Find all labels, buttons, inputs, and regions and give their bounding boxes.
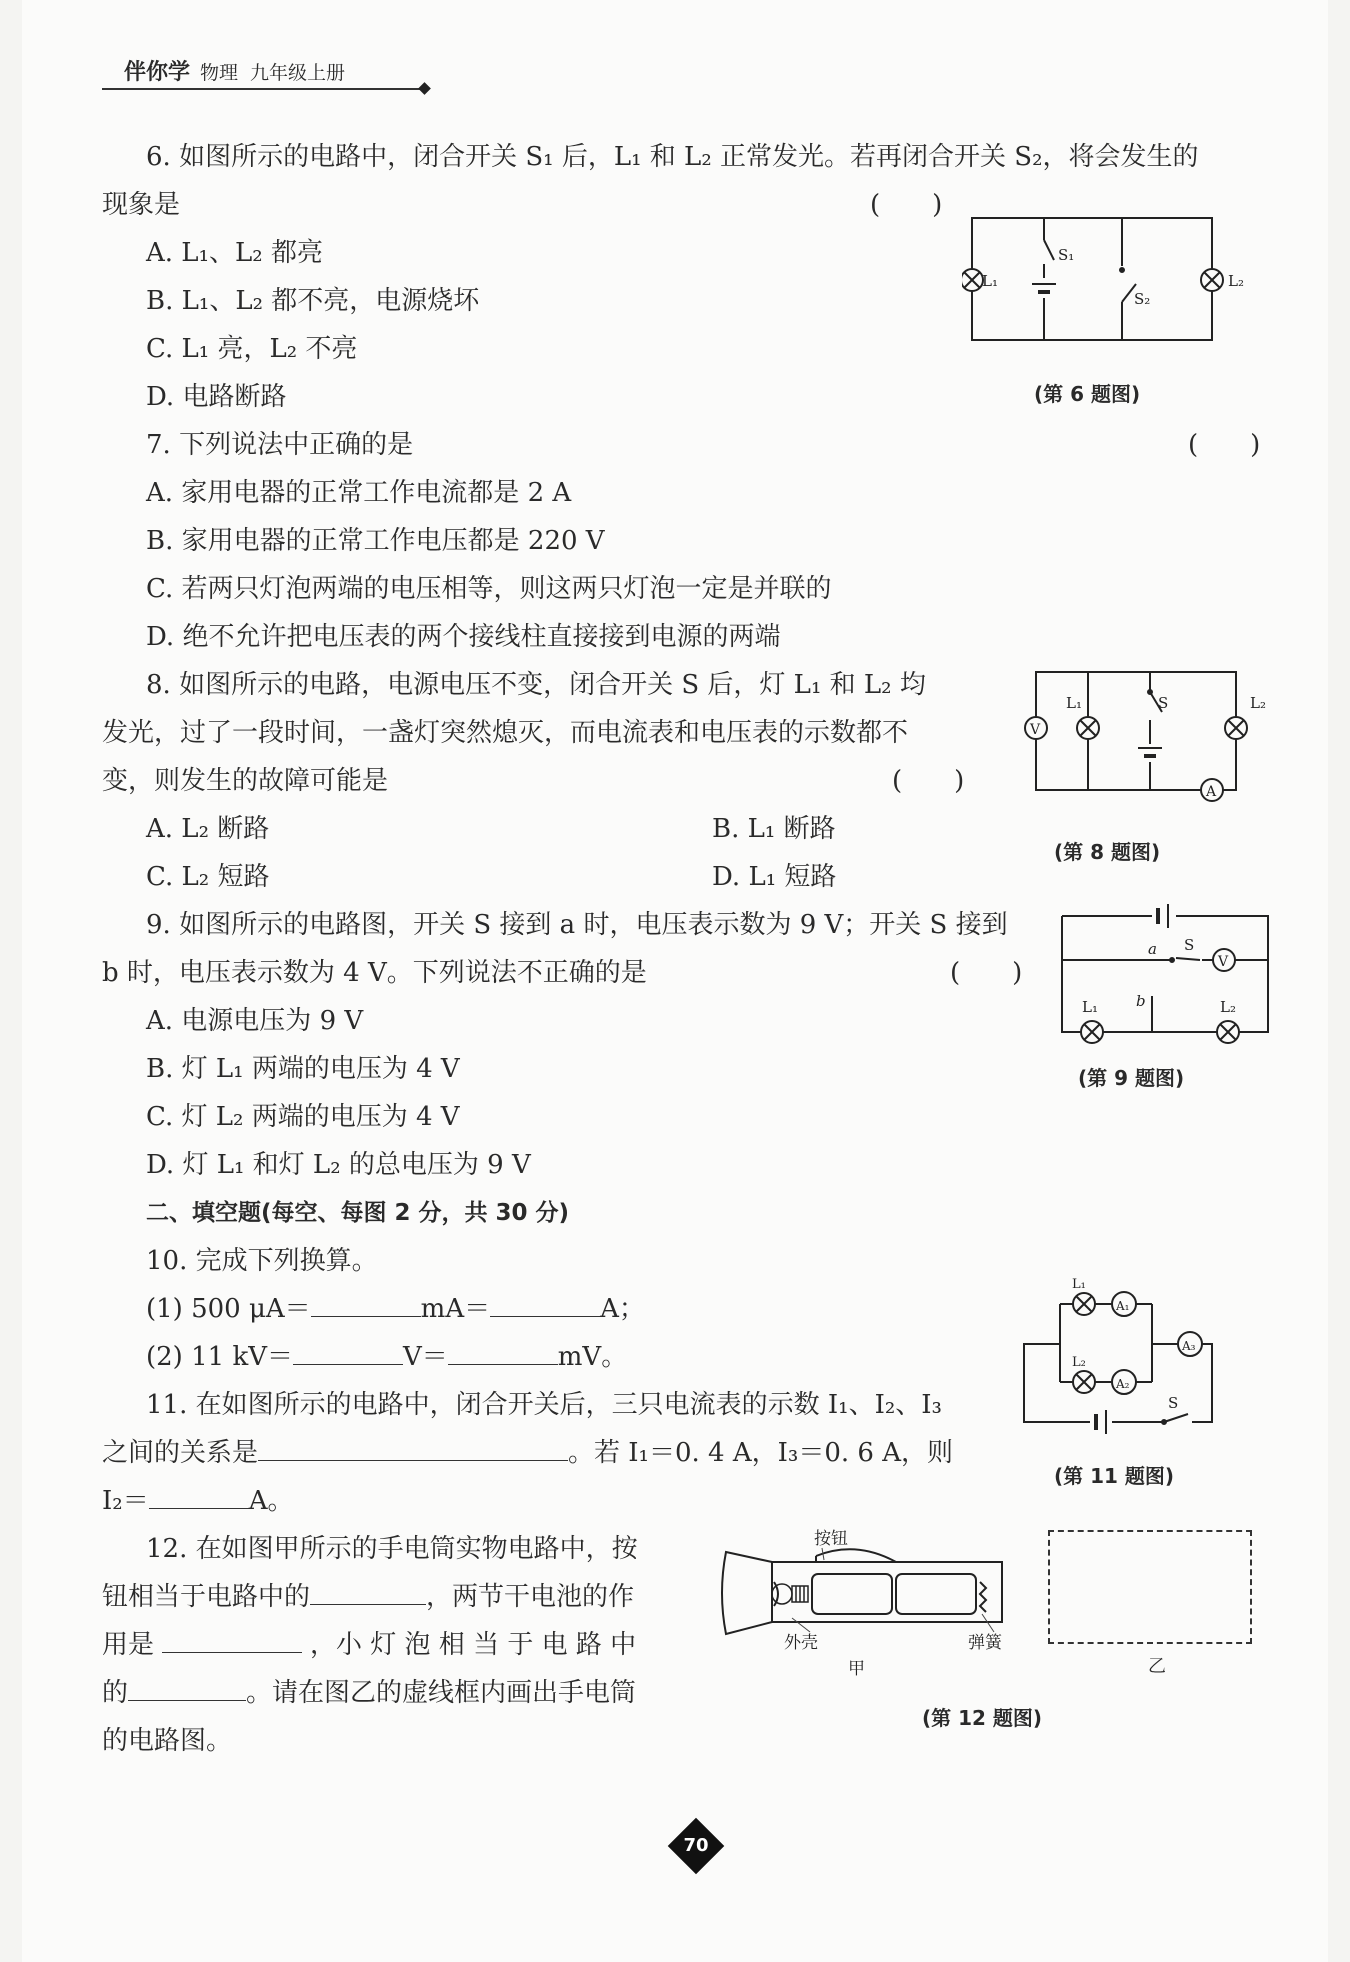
q11-label-a2: A₂	[1116, 1377, 1130, 1391]
q6-label-l2: L₂	[1228, 272, 1244, 290]
q10-p2-blank-2[interactable]	[448, 1340, 558, 1365]
battery-icon	[1152, 904, 1176, 928]
q6-circuit-diagram	[962, 210, 1282, 350]
q11-line3-text-b: A。	[248, 1486, 294, 1516]
q12-line2-text-b: ，两节干电池的作	[426, 1582, 635, 1612]
lamp-l2-icon	[1201, 269, 1223, 291]
q9-answer-bracket[interactable]: ( )	[950, 958, 1023, 988]
q10-p1-text-a: (1) 500 μA＝	[146, 1294, 311, 1324]
battery-icon	[1090, 1410, 1112, 1434]
q11-stem-line2	[102, 1436, 953, 1470]
q10-stem: 10. 完成下列换算。	[146, 1246, 378, 1276]
q6-answer-bracket[interactable]: ( )	[870, 190, 943, 220]
lamp-l2-icon	[1073, 1371, 1095, 1393]
q6-option-a[interactable]: A. L₁、L₂ 都亮	[146, 238, 323, 268]
q9-label-v: V	[1218, 954, 1229, 970]
q11-label-l1: L₁	[1072, 1277, 1086, 1292]
q6-label-s1: S₁	[1058, 246, 1075, 264]
q7-option-d[interactable]: D. 绝不允许把电压表的两个接线柱直接接到电源的两端	[146, 622, 781, 652]
lamp-l2-icon	[1217, 1021, 1239, 1043]
q12-line4-text-a: 的	[102, 1678, 129, 1708]
q8-label-l2: L₂	[1250, 694, 1266, 712]
q11-blank-i2[interactable]	[149, 1484, 249, 1509]
lamp-l2-icon	[1225, 717, 1247, 739]
q9-label-a: a	[1148, 940, 1157, 958]
q9-option-c[interactable]: C. 灯 L₂ 两端的电压为 4 V	[146, 1102, 460, 1132]
lamp-l1-icon	[1077, 717, 1099, 739]
q10-p2-blank-1[interactable]	[293, 1340, 403, 1365]
q12-drawing-box-yi[interactable]	[1048, 1530, 1252, 1644]
q12-line3-text-a: 用是	[102, 1630, 155, 1660]
q12-line5: 的电路图。	[102, 1726, 233, 1756]
q9-label-l1: L₁	[1082, 998, 1098, 1016]
lamp-l1-icon	[1081, 1021, 1103, 1043]
q12-blank-button[interactable]	[310, 1580, 426, 1605]
q12-blank-bulb[interactable]	[128, 1676, 246, 1701]
q12-blank-battery[interactable]	[162, 1628, 302, 1653]
q8-option-d[interactable]: D. L₁ 短路	[712, 862, 837, 892]
q6-label-s2: S₂	[1134, 290, 1151, 308]
switch-s-icon	[1162, 1414, 1192, 1428]
q8-option-b[interactable]: B. L₁ 断路	[712, 814, 836, 844]
q12-label-button: 按钮	[814, 1529, 848, 1549]
q8-stem-line3: 变，则发生的故障可能是	[102, 766, 389, 796]
q11-caption: (第 11 题图)	[1054, 1464, 1175, 1488]
q11-line3-text-a: I₂＝	[102, 1486, 149, 1516]
header-diamond-icon	[418, 82, 431, 95]
q9-option-a[interactable]: A. 电源电压为 9 V	[146, 1006, 364, 1036]
q8-option-a[interactable]: A. L₂ 断路	[146, 814, 270, 844]
q6-option-c[interactable]: C. L₁ 亮，L₂ 不亮	[146, 334, 358, 364]
q8-label-s: S	[1158, 694, 1169, 712]
q12-line2-text-a: 钮相当于电路中的	[102, 1582, 311, 1612]
q8-stem-line2: 发光，过了一段时间，一盏灯突然熄灭，而电流表和电压表的示数都不	[102, 718, 909, 748]
q9-label-b: b	[1136, 992, 1146, 1010]
q6-caption: (第 6 题图)	[1034, 382, 1141, 406]
q12-line3-text-b: ，小 灯 泡 相 当 于 电 路 中	[310, 1630, 637, 1660]
q6-stem-line2: 现象是	[102, 190, 181, 220]
q7-answer-bracket[interactable]: ( )	[1188, 430, 1261, 460]
q11-stem-line1: 11. 在如图所示的电路中，闭合开关后，三只电流表的示数 I₁、I₂、I₃	[146, 1390, 942, 1420]
q10-p1-text-b: mA＝	[420, 1294, 491, 1324]
q11-label-a3: A₃	[1182, 1339, 1196, 1353]
q10-p2-text-a: (2) 11 kV＝	[146, 1342, 293, 1372]
q11-label-s: S	[1168, 1394, 1179, 1412]
header-rule	[102, 88, 422, 90]
q10-p2-text-c: mV。	[557, 1342, 628, 1372]
q10-part1	[146, 1292, 645, 1326]
q12-line3	[102, 1628, 636, 1662]
q12-line2	[102, 1580, 634, 1614]
q12-flashlight-figure	[712, 1522, 1032, 1682]
q10-p1-blank-2[interactable]	[490, 1292, 600, 1317]
q9-stem-line2: b 时，电压表示数为 4 V。下列说法不正确的是	[102, 958, 647, 988]
q9-option-b[interactable]: B. 灯 L₁ 两端的电压为 4 V	[146, 1054, 460, 1084]
q12-label-spring: 弹簧	[968, 1633, 1002, 1653]
q8-label-a: A	[1206, 784, 1217, 800]
q12-line1: 12. 在如图甲所示的手电筒实物电路中，按	[146, 1534, 638, 1564]
page-number: 70	[683, 1835, 709, 1856]
q11-blank-relation[interactable]	[258, 1436, 568, 1461]
q11-label-a1: A₁	[1116, 1299, 1130, 1313]
q12-label-jia: 甲	[848, 1659, 865, 1679]
q10-p1-text-c: A；	[600, 1294, 645, 1324]
section2-heading: 二、填空题(每空、每图 2 分，共 30 分)	[146, 1200, 570, 1226]
q12-label-yi: 乙	[1148, 1656, 1166, 1677]
q11-stem-line3	[102, 1484, 293, 1518]
q6-option-d[interactable]: D. 电路断路	[146, 382, 287, 412]
q8-stem-line1: 8. 如图所示的电路，电源电压不变，闭合开关 S 后，灯 L₁ 和 L₂ 均	[146, 670, 926, 700]
q9-caption: (第 9 题图)	[1078, 1066, 1185, 1090]
switch-s2-icon	[1116, 266, 1136, 302]
switch-s-icon	[1170, 954, 1202, 966]
battery-icon	[1032, 278, 1056, 298]
battery-icon	[1138, 744, 1162, 762]
header-grade: 九年级上册	[250, 62, 346, 84]
q6-stem-line1: 6. 如图所示的电路中，闭合开关 S₁ 后，L₁ 和 L₂ 正常发光。若再闭合开关 S₂，将会发生的	[146, 142, 1199, 172]
header-subject: 物理	[200, 62, 239, 84]
q11-label-l2: L₂	[1072, 1355, 1086, 1370]
q12-line4-text-b: 。请在图乙的虚线框内画出手电筒	[246, 1678, 637, 1708]
q7-option-b[interactable]: B. 家用电器的正常工作电压都是 220 V	[146, 526, 605, 556]
q8-label-l1: L₁	[1066, 694, 1082, 712]
q9-circuit-diagram	[1052, 900, 1282, 1050]
q9-label-s: S	[1184, 936, 1195, 954]
q8-answer-bracket[interactable]: ( )	[892, 766, 965, 796]
q9-option-d[interactable]: D. 灯 L₁ 和灯 L₂ 的总电压为 9 V	[146, 1150, 531, 1180]
q12-line4	[102, 1676, 636, 1710]
q10-p2-text-b: V＝	[402, 1342, 448, 1372]
q8-circuit-diagram	[1002, 660, 1292, 810]
lamp-l1-icon	[1073, 1293, 1095, 1315]
q8-label-v: V	[1030, 722, 1041, 738]
q7-stem: 7. 下列说法中正确的是	[146, 430, 414, 460]
q10-p1-blank-1[interactable]	[311, 1292, 421, 1317]
q10-part2	[146, 1340, 627, 1374]
q12-caption: (第 12 题图)	[922, 1706, 1043, 1730]
q11-line2-text-b: 。若 I₁＝0. 4 A，I₃＝0. 6 A，则	[568, 1438, 953, 1468]
q9-stem-line1: 9. 如图所示的电路图，开关 S 接到 a 时，电压表示数为 9 V；开关 S 接到	[146, 910, 1008, 940]
q11-circuit-diagram	[1012, 1270, 1282, 1440]
q8-option-c[interactable]: C. L₂ 短路	[146, 862, 270, 892]
q8-caption: (第 8 题图)	[1054, 840, 1161, 864]
q12-label-shell: 外壳	[784, 1633, 818, 1653]
q6-option-b[interactable]: B. L₁、L₂ 都不亮，电源烧坏	[146, 286, 480, 316]
q9-label-l2: L₂	[1220, 998, 1236, 1016]
q7-option-c[interactable]: C. 若两只灯泡两端的电压相等，则这两只灯泡一定是并联的	[146, 574, 832, 604]
lamp-l1-icon	[962, 269, 983, 291]
switch-s1-icon	[1038, 230, 1054, 264]
q11-line2-text-a: 之间的关系是	[102, 1438, 259, 1468]
header-brand: 伴你学	[124, 60, 191, 85]
q7-option-a[interactable]: A. 家用电器的正常工作电流都是 2 A	[146, 478, 572, 508]
q6-label-l1: L₁	[982, 272, 998, 290]
page	[22, 0, 1328, 1962]
